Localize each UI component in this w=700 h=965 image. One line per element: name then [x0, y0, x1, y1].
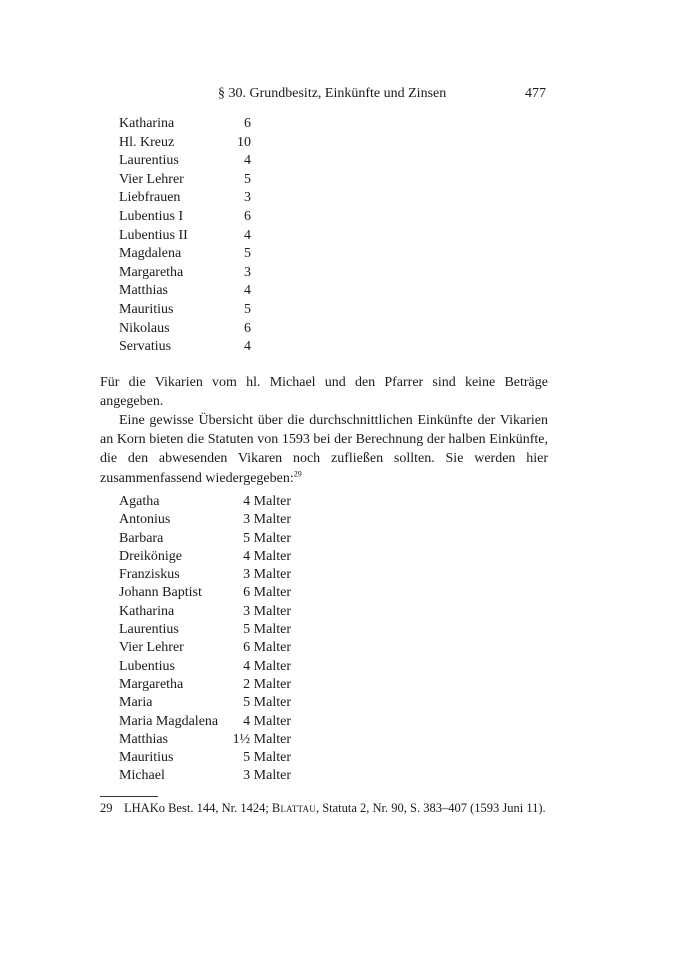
list-item-value: 5 Malter: [243, 622, 291, 638]
list-item-value: 4: [244, 153, 251, 169]
list-row: [119, 338, 259, 357]
list-item-name: Margaretha: [119, 676, 184, 692]
list-item-value: 5 Malter: [243, 530, 291, 546]
list-item-value: 1½ Malter: [232, 731, 291, 747]
list-item-name: Vier Lehrer: [119, 640, 184, 656]
vicarage-value-list: [119, 115, 259, 357]
list-item-value: 5: [244, 301, 251, 317]
list-item-value: 10: [237, 134, 251, 150]
paragraph-statutes: [100, 411, 548, 488]
list-item-name: Katharina: [119, 116, 175, 131]
list-item-name: Matthias: [119, 283, 168, 299]
page-number: 477: [525, 86, 546, 101]
list-item-value: 4 Malter: [243, 658, 291, 674]
list-row: [119, 115, 259, 134]
footnote-citation: , Statuta 2, Nr. 90, S. 383–407 (1593 Juni 11).: [315, 801, 546, 815]
list-row: [119, 676, 299, 694]
list-item-value: 6 Malter: [243, 585, 291, 601]
list-row: [119, 530, 299, 548]
list-item-value: 4: [244, 283, 251, 299]
list-item-name: Michael: [119, 768, 165, 784]
list-row: [119, 566, 299, 584]
list-item-name: Liebfrauen: [119, 190, 181, 206]
footnote-number: 29: [100, 801, 113, 815]
grain-income-list: [119, 493, 299, 786]
list-item-name: Nikolaus: [119, 320, 170, 336]
list-row: [119, 621, 299, 639]
list-item-name: Servatius: [119, 339, 172, 355]
list-row: [119, 749, 299, 767]
list-item-name: Katharina: [119, 603, 175, 619]
list-row: [119, 511, 299, 529]
list-item-name: Franziskus: [119, 567, 180, 583]
list-item-name: Johann Baptist: [119, 585, 202, 601]
list-item-value: 5 Malter: [243, 750, 291, 766]
list-row: [119, 639, 299, 657]
list-row: [119, 171, 259, 190]
list-item-value: 6 Malter: [243, 640, 291, 656]
list-row: [119, 264, 259, 283]
list-item-value: 4 Malter: [243, 713, 291, 729]
list-row: [119, 134, 259, 153]
list-item-value: 5 Malter: [243, 695, 291, 711]
list-item-name: Dreikönige: [119, 548, 182, 564]
list-item-value: 3: [244, 264, 251, 280]
running-header: [0, 86, 700, 106]
list-item-name: Magdalena: [119, 246, 182, 262]
list-item-value: 3: [244, 190, 251, 206]
list-item-value: 3 Malter: [243, 603, 291, 619]
list-row: [119, 584, 299, 602]
list-item-value: 5: [244, 246, 251, 262]
paragraph-michael-note: Für die Vikarien vom hl. Michael und den Pfarrer sind keine Beträge angegeben.: [100, 375, 548, 410]
list-row: [119, 658, 299, 676]
list-row: [119, 227, 259, 246]
list-item-value: 5: [244, 171, 251, 187]
list-item-name: Laurentius: [119, 153, 179, 169]
running-title: § 30. Grundbesitz, Einkünfte und Zinsen: [218, 86, 447, 101]
list-item-value: 4 Malter: [243, 494, 291, 509]
list-row: [119, 245, 259, 264]
list-item-name: Agatha: [119, 494, 160, 509]
footnote-author: Blattau: [271, 801, 316, 815]
list-row: [119, 189, 259, 208]
list-item-name: Laurentius: [119, 622, 179, 638]
list-row: [119, 493, 299, 511]
list-item-name: Vier Lehrer: [119, 171, 184, 187]
list-item-name: Matthias: [119, 731, 168, 747]
list-row: [119, 767, 299, 785]
list-item-value: 3 Malter: [243, 768, 291, 784]
list-row: [119, 731, 299, 749]
list-row: [119, 282, 259, 301]
footnote-source: LHAKo Best. 144, Nr. 1424;: [124, 801, 272, 815]
list-item-name: Maria Magdalena: [119, 713, 219, 729]
list-item-value: 3 Malter: [243, 567, 291, 583]
list-row: [119, 603, 299, 621]
list-item-value: 4 Malter: [243, 548, 291, 564]
list-row: [119, 301, 259, 320]
paragraph-statutes-text: Eine gewisse Übersicht über die durchschnittlichen Einkünfte der Vikarien an Korn bieten die Statuten von 1593 bei der Berechnung der halben Einkünfte, die den abwesenden Vikaren noch zufließen sollten. Sie werden hier zusammenfassend wiedergegeben:: [100, 413, 548, 486]
list-row: [119, 320, 259, 339]
footnote: [100, 801, 546, 816]
list-item-value: 3 Malter: [243, 512, 291, 528]
list-item-value: 2 Malter: [243, 676, 291, 692]
list-row: [119, 713, 299, 731]
list-item-name: Lubentius: [119, 658, 175, 674]
list-item-value: 4: [244, 339, 251, 355]
list-item-name: Lubentius II: [119, 227, 188, 243]
footnote-divider: [100, 796, 158, 797]
list-item-name: Mauritius: [119, 750, 174, 766]
footnote-reference: 29: [293, 468, 302, 478]
list-item-value: 6: [244, 320, 251, 336]
list-item-name: Hl. Kreuz: [119, 134, 175, 150]
list-item-value: 6: [244, 208, 251, 224]
list-item-name: Barbara: [119, 530, 164, 546]
list-row: [119, 548, 299, 566]
list-item-name: Antonius: [119, 512, 171, 528]
list-row: [119, 152, 259, 171]
list-item-name: Margaretha: [119, 264, 184, 280]
list-item-value: 6: [244, 116, 251, 131]
list-item-value: 4: [244, 227, 251, 243]
list-item-name: Mauritius: [119, 301, 174, 317]
list-row: [119, 208, 259, 227]
list-item-name: Maria: [119, 695, 153, 711]
list-item-name: Lubentius I: [119, 208, 184, 224]
list-row: [119, 694, 299, 712]
